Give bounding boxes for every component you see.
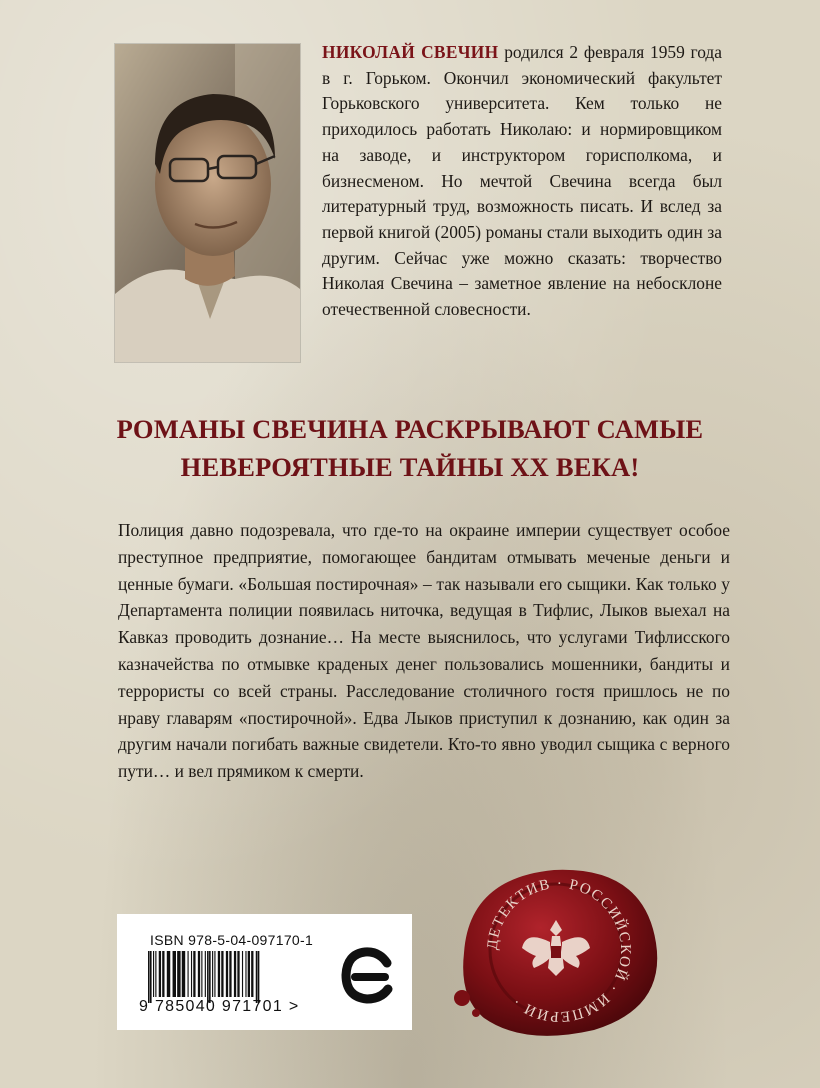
wax-seal-eagle-icon [444,858,674,1048]
isbn-number: ISBN 978-5-04-097170-1 [150,932,314,948]
book-blurb: Полиция давно подозревала, что где-то на окраине империи существует особое преступное предприятие, помогающее бандитам отмывать меченые деньги и ценные бумаги. «Большая постирочная» – так называли его сыщики. Как только у Департамента полиции появилась ниточка, ведущая в Тифлис, Лыков выехал на Кавказ проводить дознание… На месте выяснилось, что услугами Тифлисского казначейства по отмывке краденых денег пользовались мошенники, бандиты и террористы со всей страны. Расследование столичного гостя пришлось не по нраву главарям «постирочной». Едва Лыков приступил к дознанию, как один за другим начали погибать важные свидетели. Кто-то явно уводил сыщика с верного пути… и вел прямиком к смерти. [118,520,730,782]
author-bio-text: родился 2 февраля 1959 года в г. Горьком. Окончил экономический факультет Горьковского университета. Кем только не приходилось работать Николаю: и нормировщиком на заводе, и инструктором горисполкома, и бизнесменом. Но мечтой Свечина всегда был литературный труд, возможность писать. И вслед за первой книгой (2005) романы стали выходить один за другим. Сейчас уже можно сказать: творчество Николая Свечина – заметное явление на небосклоне отечественной словесности. [322,42,722,320]
author-bio [322,40,722,323]
author-name: НИКОЛАЙ СВЕЧИН [322,42,499,62]
headline-line-1: РОМАНЫ СВЕЧИНА РАСКРЫВАЮТ САМЫЕ [116,414,704,444]
barcode-digits: 9 785040 971701 > [139,998,300,1015]
eksmo-logo-icon [341,947,393,1005]
seal-text: ДЕТЕКТИВ · РОССИЙСКОЙ · ИМПЕРИИ · [484,875,634,1025]
headline [60,410,760,486]
headline-line-2: НЕВЕРОЯТНЫЕ ТАЙНЫ XX ВЕКА! [180,452,640,482]
barcode-icon [146,951,374,1003]
author-photo [115,44,300,362]
